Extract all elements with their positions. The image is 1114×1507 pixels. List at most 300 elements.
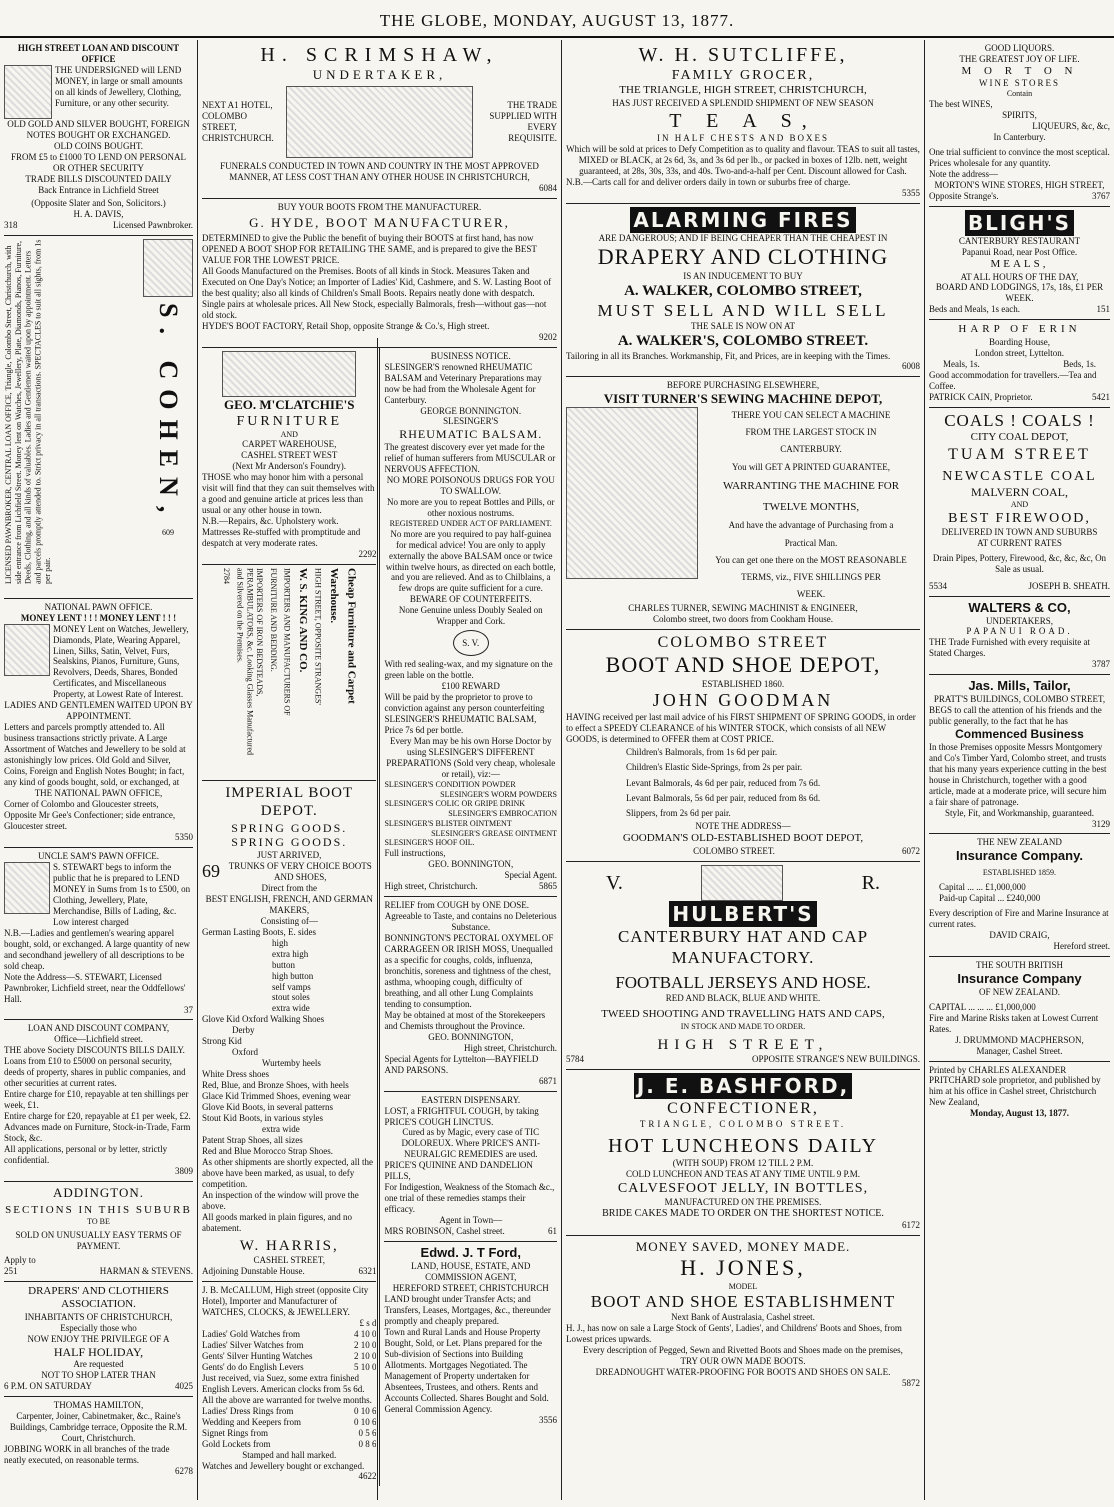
pawn-balls-image <box>4 862 50 914</box>
ad-text: IN HALF CHESTS AND BOXES <box>656 133 829 144</box>
ad-text: Good accommodation for travellers.—Tea and Coffee. <box>929 369 1097 391</box>
ad-text: £100 REWARD <box>441 681 500 692</box>
ad-text: Prices wholesale for any quantity. <box>929 157 1051 168</box>
ad-text: Are requested <box>73 1359 124 1370</box>
ad-text: HEREFORD STREET, CHRISTCHURCH <box>392 1282 549 1293</box>
ad-text: MALVERN COAL, <box>971 485 1068 500</box>
advertiser-name: GEO. BONNINGTON, <box>428 859 514 870</box>
ad-text: No more are you to repeat Bottles and Pills, or other noxious nostrums. <box>387 496 555 518</box>
mclatchie-ad <box>202 348 376 565</box>
ad-text: As other shipments are shortly expected, all the above have been marked, as usual, to defy competition. <box>202 1157 373 1189</box>
eastern-dispensary-ad <box>384 1092 557 1243</box>
ad-text: SECTIONS IN THIS SUBURB <box>5 1203 192 1216</box>
ad-body: THE UNDERSIGNED will LEND MONEY, in large or small amounts on all kinds of Jewellery, Clothing, Furniture, or any other security. <box>55 64 183 108</box>
list-item: Levant Balmorals, 4s 6d per pair, reduced from 7s 6d. <box>626 777 821 788</box>
ad-number: 3787 <box>1092 659 1110 670</box>
hulbert-ad <box>566 862 920 1070</box>
king-ad <box>202 565 376 781</box>
ad-text: RED AND BLACK, BLUE AND WHITE. <box>665 993 821 1004</box>
list-item: SLESINGER'S BLISTER OINTMENT <box>384 818 512 828</box>
ad-text: IS AN INDUCEMENT TO BUY <box>683 271 803 282</box>
ad-text: SLESINGER'S <box>443 416 499 427</box>
list-item: Red and Blue Morocco Strap Shoes. <box>202 1146 333 1157</box>
ad-text: ARE DANGEROUS; AND IF BEING CHEAPER THAN THE CHEAPEST IN <box>598 233 888 244</box>
ad-number: 5534 <box>929 580 947 591</box>
ad-text: Every description of Pegged, Sewn and Rivetted Boots and Shoes made on the premises, <box>583 1345 903 1356</box>
ad-text: N.B.—Carts call for and deliver orders daily in town or suburbs free of charge. <box>566 177 851 188</box>
ad-title: ALARMING FIRES <box>630 207 855 233</box>
advertiser-name: Edwd. J. T Ford, <box>420 1245 521 1261</box>
ad-text: BEWARE OF COUNTERFEITS. <box>409 594 532 605</box>
sewing-machine-image <box>566 407 698 579</box>
mills-ad <box>929 675 1110 834</box>
column-3 <box>562 40 924 1500</box>
ad-number: 3129 <box>1092 818 1110 829</box>
list-item: SLESINGER'S WORM POWDERS <box>440 789 557 799</box>
ad-title: MONEY SAVED, MONEY MADE. <box>635 1239 851 1255</box>
hamilton-ad <box>4 1397 193 1481</box>
ad-number: 3767 <box>1092 190 1110 201</box>
price-item: Gents' do do English Levers <box>202 1361 304 1372</box>
list-item: SLESINGER'S COLIC OR GRIPE DRINK <box>384 799 526 809</box>
ad-text: BEST ENGLISH, FRENCH, AND GERMAN MAKERS, <box>205 893 373 915</box>
list-item: TWELVE MONTHS, <box>762 500 860 513</box>
advertiser-name: Insurance Company. <box>956 848 1083 864</box>
ad-title: Cheap Furniture and Carpet <box>345 568 358 704</box>
blighs-ad <box>929 207 1110 321</box>
ad-text: COLOMBO STREET. <box>693 845 775 856</box>
pawn-balls-image <box>4 65 52 119</box>
ad-text: OF NEW ZEALAND. <box>978 986 1061 997</box>
column-2 <box>198 40 561 1500</box>
list-item: FROM THE LARGEST STOCK IN <box>745 427 877 438</box>
advertiser-name: CHARLES TURNER, SEWING MACHINIST & ENGINEER, <box>628 602 858 613</box>
ad-text: Monday, August 13, 1877. <box>969 1108 1070 1119</box>
imprint <box>929 1062 1110 1124</box>
ad-text: IMPORTERS OF IRON BEDSTEADS, PERAMBULATORS, &c. Looking Glasses Manufactured and Silvered on the Premises. <box>235 568 264 755</box>
list-item: You can get one there on the MOST REASONABLE <box>715 554 907 565</box>
ad-text: GOODMAN'S OLD-ESTABLISHED BOOT DEPOT, <box>622 832 864 845</box>
ad-text: Stamped and hall marked. <box>242 1449 337 1460</box>
ad-text: Colombo street, two doors from Cookham House. <box>653 613 833 624</box>
harp-of-erin-ad <box>929 320 1110 407</box>
ad-body: THOSE who may honor him with a personal visit will find that they can suit themselves with a good and genuine article at prices less than usual or any other house in town. <box>202 472 375 516</box>
ad-text: Watches and Jewellery bought or exchanged. <box>202 1460 365 1471</box>
ad-text: BOOT AND SHOE DEPOT, <box>605 652 881 678</box>
ad-number: 251 <box>4 1265 18 1276</box>
imperial-boot-ad <box>202 781 376 1282</box>
advertiser-name: JOSEPH B. SHEATH. <box>1028 580 1110 591</box>
ad-body: SLESINGER'S renowned RHEUMATIC BALSAM and Veterinary Preparations may now be had from the Wholesale Agent for Canterbury. <box>384 361 542 405</box>
ad-text: Paid-up Capital ... £240,000 <box>939 893 1041 904</box>
ad-text: DELIVERED IN TOWN AND SUBURBS <box>941 526 1098 537</box>
advertiser-name: WALTERS & CO, <box>968 599 1071 615</box>
ad-text: LOST, a FRIGHTFUL COUGH, by taking PRICE'S COUGH LINCTUS. <box>384 1105 539 1127</box>
ad-title: FAMILY GROCER, <box>671 68 815 84</box>
price-value: 0 10 6 <box>353 1416 377 1427</box>
ad-text: NOW ENJOY THE PRIVILEGE OF A <box>27 1333 170 1344</box>
ad-title: HIGH STREET LOAN AND DISCOUNT OFFICE <box>17 43 180 64</box>
ad-body: S. STEWART begs to inform the public that he is prepared to LEND MONEY in Sums from 1s to £500, on Clothing, Jewellery, Plate, Merchandise, Bills of Lading, &c. Low interest charged <box>53 861 191 927</box>
ad-text: DAVID CRAIG, <box>989 929 1050 940</box>
ad-text: V. <box>606 871 623 894</box>
ad-text: NO MORE POISONOUS DRUGS FOR YOU TO SWALLOW. <box>386 474 555 496</box>
ad-text: All Goods Manufactured on the Premises. Boots of all kinds in Stock. Measures Taken and Executed on One Day's Notice; an Importer of Ladies' Kid, Cashmere, and S. W. Lasting Boot of the best quality; also all kinds of Children's Small Boots. Repairs neatly done with despatch. Single pairs at wholesale prices. All New Stock, especially Balmorals, fresh—without gas—not old stock. <box>202 265 552 320</box>
ad-number: 37 <box>184 1004 193 1015</box>
list-item: extra wide <box>272 1003 310 1014</box>
ad-text: HYDE'S BOOT FACTORY, Retail Shop, opposite Strange & Co.'s, High street. <box>202 320 490 331</box>
list-item: SPIRITS, <box>1002 110 1037 121</box>
price-value: 0 8 6 <box>358 1438 377 1449</box>
nz-insurance-ad <box>929 834 1110 956</box>
ad-text: Full instructions, <box>384 848 446 859</box>
cohen-ad <box>4 236 193 599</box>
ad-number: 6278 <box>175 1465 193 1476</box>
ad-text: TWEED SHOOTING AND TRAVELLING HATS AND CAPS, <box>601 1008 885 1021</box>
ad-text: AT ALL HOURS OF THE DAY, <box>960 271 1079 282</box>
advertiser-name: S. COHEN, <box>153 302 183 522</box>
ad-text: COLD LUNCHEON AND TEAS AT ANY TIME UNTIL 9 P.M. <box>625 1169 861 1180</box>
ad-text: Direct from the <box>261 882 317 893</box>
ad-text: Back Entrance in Lichfield Street <box>38 184 159 195</box>
ad-text: One trial sufficient to convince the most sceptical. <box>929 146 1110 157</box>
ad-text: MUST SELL AND WILL SELL <box>597 300 889 320</box>
ad-text: High street, Christchurch. <box>384 881 478 892</box>
ad-text: Meals, 1s. <box>943 358 980 369</box>
ad-text: Agent in Town— <box>439 1215 503 1226</box>
ad-text: 6 P.M. ON SATURDAY <box>4 1381 92 1392</box>
ad-list <box>702 407 920 603</box>
ad-text: NOT TO SHOP LATER THAN <box>41 1370 156 1381</box>
ad-text: CITY COAL DEPOT, <box>970 431 1069 444</box>
ad-number: 5421 <box>1092 391 1110 402</box>
ad-text: Adjoining Dunstable House. <box>202 1266 305 1277</box>
goodman-ad <box>566 630 920 862</box>
ad-text: N.B.—Ladies and gentlemen's wearing apparel bought, sold, or exchanged. A large quantity of new and secondhand jewellery of all descriptions to be sold cheap. <box>4 927 191 971</box>
ad-text: Especially those who <box>60 1322 137 1333</box>
ad-text: Opposite Strange's. <box>929 190 999 201</box>
ad-text: DREADNOUGHT WATER-PROOFING FOR BOOTS AND SHOES ON SALE. <box>595 1367 891 1378</box>
ad-number: 2784 <box>221 568 231 585</box>
ad-text: LADIES AND GENTLEMEN WAITED UPON BY APPOINTMENT. <box>4 700 193 722</box>
ad-text: Drain Pipes, Pottery, Firewood, &c, &c, &c, On Sale as usual. <box>932 552 1107 574</box>
list-item: Stout Kid Boots, in various styles <box>202 1113 324 1124</box>
ad-body: DETERMINED to give the Public the benefit of buying their BOOTS at first hand, has now OPENED A BOOT SHOP FOR RETAILING THE SAME, and is prepared to give the BEST VALUE FOR THE LOWEST PRICE. <box>202 232 537 265</box>
list-item: You will GET A PRINTED GUARANTEE, <box>732 461 890 472</box>
list-item: Levant Balmorals, 5s 6d per pair, reduced from 8s 6d. <box>626 792 821 803</box>
ad-list <box>202 927 376 1157</box>
list-item: SLESINGER'S HOOF OIL. <box>384 838 475 848</box>
price-value: 4 10 0 <box>353 1328 377 1339</box>
ad-text: TUAM STREET <box>948 445 1091 463</box>
ad-text: TRIANGLE, COLOMBO STREET. <box>639 1118 847 1129</box>
loan-discount-ad <box>4 1020 193 1182</box>
list-item: German Lasting Boots, E. sides <box>202 926 316 937</box>
ad-text: (WITH SOUP) FROM 12 TILL 2 P.M. <box>672 1158 814 1169</box>
mccallum-ad <box>202 1282 376 1486</box>
advertiser-name: GEO. BONNINGTON, <box>428 1031 514 1042</box>
ad-text: MONEY LENT ! ! ! MONEY LENT ! ! ! <box>20 612 177 623</box>
column-4 <box>925 40 1114 1500</box>
ad-text: TO BE <box>87 1217 110 1227</box>
ad-text: Tailoring in all its Branches. Workmanship, Fit, and Prices, are in keeping with the Times. <box>566 350 891 361</box>
ad-text: HALF HOLIDAY, <box>53 1344 144 1359</box>
ad-number: 4025 <box>175 1381 193 1392</box>
ad-text: BRIDE CAKES MADE TO ORDER ON THE SHORTEST NOTICE. <box>602 1208 884 1220</box>
ad-text: TRY OUR OWN MADE BOOTS. <box>680 1356 806 1367</box>
list-item: WARRANTING THE MACHINE FOR <box>722 479 900 492</box>
furniture-image <box>222 351 356 397</box>
ad-text: BEFORE PURCHASING ELSEWHERE, <box>666 380 820 391</box>
ad-title: RHEUMATIC BALSAM. <box>399 427 543 442</box>
ad-text: CARPET WAREHOUSE, <box>242 439 337 450</box>
advertiser-name: A. WALKER'S, COLOMBO STREET. <box>617 333 869 350</box>
ad-body: Carpenter, Joiner, Cabinetmaker, &c., Raine's Buildings, Cambridge terrace, Opposite the R.M. Court, Christchurch. <box>9 1411 188 1444</box>
ad-text: None Genuine unless Doubly Sealed on Wrapper and Cork. <box>398 605 543 627</box>
list-item: button <box>272 959 296 970</box>
ad-title: DRAPERS' AND CLOTHIERS ASSOCIATION. <box>28 1284 169 1311</box>
column-2-right <box>380 348 557 1487</box>
ad-text: All goods marked in plain figures, and no abatement. <box>202 1211 352 1233</box>
list-item: Red, Blue, and Bronze Shoes, with heels <box>202 1080 349 1091</box>
turner-ad <box>566 377 920 629</box>
ad-number: 609 <box>162 527 174 537</box>
ad-text: SOLD ON UNUSUALLY EASY TERMS OF PAYMENT. <box>15 1230 182 1252</box>
ad-text: IN STOCK AND MADE TO ORDER. <box>680 1021 806 1031</box>
ad-text: NOTE THE ADDRESS— <box>695 821 791 832</box>
ad-title: EASTERN DISPENSARY. <box>421 1094 521 1105</box>
ad-title: Commenced Business <box>955 727 1084 742</box>
ad-text: Contain <box>1006 89 1033 99</box>
ad-text: Capital ... ... £1,000,000 <box>939 882 1026 893</box>
advertiser-name: THE NATIONAL PAWN OFFICE, <box>34 788 163 799</box>
masthead: THE GLOBE, MONDAY, AUGUST 13, 1877. <box>0 6 1114 38</box>
advertiser-name: BLIGH'S <box>965 210 1074 236</box>
ad-text: MEALS, <box>990 258 1049 271</box>
ad-title: NATIONAL PAWN OFFICE. <box>44 601 153 612</box>
ad-text: HOT LUNCHEONS DAILY <box>607 1134 879 1157</box>
hyde-ad <box>202 199 557 348</box>
price-item: Signet Rings from <box>202 1427 269 1438</box>
ad-text: Office—Lichfield street. <box>54 1034 143 1045</box>
ad-title: LAND, HOUSE, ESTATE, AND COMMISSION AGENT, <box>411 1261 531 1282</box>
south-british-ad <box>929 957 1110 1062</box>
ad-body: FUNERALS CONDUCTED IN TOWN AND COUNTRY IN THE MOST APPROVED MANNER, AT LESS COST THAN ANY OTHER HOUSE IN CHRISTCHURCH, <box>220 161 539 183</box>
ad-number: 3556 <box>539 1414 557 1425</box>
scrimshaw-ad <box>202 40 557 199</box>
ad-text: (Next Mr Anderson's Foundry). <box>232 461 347 472</box>
ad-number: 3809 <box>175 1166 193 1177</box>
list-item: self vamps <box>272 981 311 992</box>
advertiser-name: Jas. Mills, Tailor, <box>968 678 1071 694</box>
ad-text: OLD GOLD AND SILVER BOUGHT, FOREIGN NOTES BOUGHT OR EXCHANGED. <box>7 118 190 140</box>
ad-text: THE SOUTH BRITISH <box>976 959 1063 970</box>
ad-text: CAPITAL ... ... ... £1,000,000 <box>929 1001 1036 1012</box>
ad-text: No more are you required to pay half-guinea for medical advice! You are only to apply externally the above BALSAM once or twice within twelve hours, as directed on each bottle, and you are relieved. And as to Chilblains, a few drops are quite sufficient for a cure. <box>385 528 556 594</box>
ad-text: Beds and Meals, 1s each. <box>929 304 1020 315</box>
ad-text: SPRING GOODS. <box>231 820 348 835</box>
ad-title: GOOD LIQUORS. <box>984 43 1055 53</box>
ad-title: BUY YOUR BOOTS FROM THE MANUFACTURER. <box>277 202 482 213</box>
advertiser-name: J. E. BASHFORD, <box>634 1073 852 1099</box>
ad-number: 2292 <box>358 549 377 560</box>
ad-text: ESTABLISHED 1859. <box>982 868 1057 878</box>
ad-text: Special Agent. <box>504 870 557 881</box>
ad-list <box>566 745 920 821</box>
ad-text: INHABITANTS OF CHRISTCHURCH, <box>24 1311 173 1322</box>
list-item: SLESINGER'S CONDITION POWDER <box>384 779 516 789</box>
ad-number: 6072 <box>902 845 920 856</box>
sutcliffe-ad <box>566 40 920 204</box>
ad-text: THE TRIANGLE, HIGH STREET, CHRISTCHURCH, <box>619 84 867 97</box>
ad-text: May be obtained at most of the Storekeepers and Chemists throughout the Province. <box>384 1009 546 1031</box>
uncle-sams-ad <box>4 848 193 1021</box>
ad-text: BOOT AND SHOE ESTABLISHMENT <box>590 1291 896 1311</box>
ad-text: Cured as by Magic, every case of TIC DOLOREUX. Where PRICE'S ANTI-NEURALGIC REMEDIES are used. <box>401 1127 540 1160</box>
ad-text: HAS JUST RECEIVED A SPLENDID SHIPMENT OF NEW SEASON <box>612 97 874 108</box>
ad-text: 69 <box>202 860 220 881</box>
ad-text: CASHEL STREET WEST <box>241 450 338 461</box>
ad-text: THE GREATEST JOY OF LIFE. <box>959 53 1080 64</box>
ad-text: THE SALE IS NOW ON AT <box>690 321 796 332</box>
ad-body: THE above Society DISCOUNTS BILLS DAILY. Loans from £10 to £5000 on personal security, deeds of property, shares in public companies, and other securities at current rates. <box>4 1045 186 1089</box>
ad-text: MANUFACTURED ON THE PREMISES. <box>664 1197 822 1208</box>
ad-text: PRATT'S BUILDINGS, COLOMBO STREET, <box>933 694 1106 705</box>
ad-text: Note the Address—S. STEWART, Licensed Pawnbroker, Lichfield street, near the Oddfellows' Hall. <box>4 971 186 1004</box>
ad-text: Next Bank of Australasia, Cashel street. <box>671 1312 815 1323</box>
list-item: WEEK. <box>796 588 826 599</box>
ad-text: CALVESFOOT JELLY, IN BOTTLES, <box>617 1181 869 1197</box>
ad-text: Letters and parcels promptly attended to. All business transactions strictly private. A Large Assortment of Watches and Jewellery to be sold at astonishingly low prices. Old Gold and Silver, Coins, Foreign and English Notes Bought; in fact, any kind of goods bought, sold, or exchanged, at <box>4 722 186 788</box>
price-value: 2 10 0 <box>353 1339 377 1350</box>
list-item: And have the advantage of Purchasing from a <box>728 520 894 531</box>
ad-text: Just received, via Suez, some extra finished English Levers. American clocks from 5s 6d. All the above are warranted for twelve months. <box>202 1372 372 1405</box>
coal-depot-ad <box>929 408 1110 597</box>
ad-title: RELIEF from COUGH by ONE DOSE. <box>384 900 529 911</box>
price-value: 5 10 0 <box>353 1361 377 1372</box>
ad-text: OPPOSITE STRANGE'S NEW BUILDINGS. <box>752 1053 920 1064</box>
price-item: Ladies' Dress Rings from <box>202 1405 294 1416</box>
list-item: stout soles <box>272 992 310 1003</box>
ad-text: Will be paid by the proprietor to prove to conviction against any person counterfeiting SLESINGER'S RHEUMATIC BALSAM, Price 7s 6d per bottle. <box>384 692 545 736</box>
ad-title: CANTERBURY HAT AND CAP <box>617 927 869 947</box>
ad-text: N.B.—Repairs, &c. Upholstery work. Mattresses Re-stuffed with promptitude and despatch at very moderate rates. <box>202 516 361 549</box>
ad-text: MANUFACTORY. <box>671 947 815 967</box>
ad-text: (Opposite Slater and Son, Solicitors.) <box>31 197 166 208</box>
advertiser-name: HULBERT'S <box>669 901 816 927</box>
ad-body: Which will be sold at prices to Defy Competition as to quality and flavour. TEAS to suit all tastes, MIXED or BLACK, at 2s 6d, 3s, and 3s 6d per lb., or packed in boxes of 12lb. nett, weight guaranteed, at 28s, 30s, 33s, and 40s. Two-and-a-half per Cent. Discount allowed for Cash. <box>566 144 920 177</box>
list-item: SLESINGER'S EMBROCATION <box>448 809 557 819</box>
advertiser-name: GEO. M'CLATCHIE'S <box>223 396 355 412</box>
ad-text: All applications, personal or by letter, strictly confidential. <box>4 1144 168 1166</box>
ad-text: BONNINGTON'S PECTORAL OXYMEL OF CARRAGEEN OR IRISH MOSS, Unequalled as a specific for coughs, colds, influenza, bronchitis, soreness and tightness of the chest, asthma, whooping cough, difficulty of breathing, and all other Lung Complaints tending to consumption. <box>384 933 554 1009</box>
advertiser-name: Insurance Company <box>957 970 1082 986</box>
ad-number: 318 <box>4 219 18 230</box>
list-item: Glace Kid Trimmed Shoes, evening wear <box>202 1091 351 1102</box>
ad-text: IMPORTERS AND MANUFACTURERS OF <box>282 568 292 716</box>
ad-text: Papanui Road, near Post Office. <box>961 247 1078 258</box>
ad-text: Warehouse. <box>328 568 341 624</box>
price-item: Ladies' Gold Watches from <box>202 1328 300 1339</box>
list-item: Strong Kid <box>202 1036 242 1047</box>
ad-text: TRADE BILLS DISCOUNTED DAILY <box>25 173 172 184</box>
ad-title: IMPERIAL BOOT DEPOT. <box>225 785 354 820</box>
ad-text: London street, Lyttelton. <box>975 347 1064 358</box>
walters-ad <box>929 597 1110 676</box>
list-item: Patent Strap Shoes, all sizes <box>202 1135 303 1146</box>
ad-title: FURNITURE <box>236 413 343 429</box>
ad-text: Printed by CHARLES ALEXANDER PRITCHARD sole proprietor, and published by him at his office in Cashel street, Christchurch New Zealand, <box>929 1064 1101 1108</box>
ad-text: MORTON'S WINE STORES, HIGH STREET, <box>934 179 1105 190</box>
ad-text: The greatest discovery ever yet made for the relief of human sufferers from MUSCULAR or NERVOUS AFFECTION. <box>384 442 556 475</box>
ad-number: 6008 <box>902 361 920 372</box>
ad-text: With red sealing-wax, and my signature on the green lable on the bottle. <box>384 659 553 681</box>
cough-ad <box>384 897 557 1091</box>
ad-number: 4622 <box>358 1471 377 1482</box>
ad-title: LOAN AND DISCOUNT COMPANY, <box>27 1023 170 1034</box>
advertiser-name: M O R T O N <box>961 64 1078 77</box>
pawn-balls-image <box>143 239 193 297</box>
ad-text: For Indigestion, Weakness of the Stomach &c., one trial of these remedies stamps their efficacy. <box>384 1182 555 1215</box>
loan-office-ad <box>4 40 193 236</box>
list-item: Practical Man. <box>784 537 838 548</box>
ad-text: In those Premises opposite Messrs Montgomery and Co's Timber Yard, Colombo street, and trusts that his many years experience cutting in the best house in Christchurch, together with a good article, made at a moderate price, will secure him a fair share of patronage. <box>929 741 1107 807</box>
advertiser-name: W. HARRIS, <box>239 1237 339 1254</box>
slesinger-ad <box>384 348 557 897</box>
ad-text: BOARD AND LODGINGS, 17s, 18s, £1 PER WEEK. <box>935 282 1104 304</box>
ad-title: ADDINGTON. <box>52 1185 144 1201</box>
ad-text: THE TRADE SUPPLIED WITH EVERY REQUISITE. <box>489 100 557 144</box>
advertiser-name: THOMAS HAMILTON, <box>53 1400 144 1411</box>
ad-text: SPRING GOODS. <box>231 835 348 850</box>
ad-text: Every description of Fire and Marine Insurance at current rates. <box>929 908 1109 929</box>
list-item: extra wide <box>262 1124 300 1135</box>
list-item: TERMS, viz., FIVE SHILLINGS PER <box>741 571 881 582</box>
list-item: SLESINGER'S GREASE OINTMENT <box>431 828 557 838</box>
ad-number: 151 <box>1096 304 1110 315</box>
ad-text: OLD COINS BOUGHT. <box>53 140 144 151</box>
ad-text: Note the address— <box>929 168 998 179</box>
price-item: Wedding and Keepers from <box>202 1416 301 1427</box>
walker-ad <box>566 204 920 377</box>
advertiser-name: A. WALKER, COLOMBO STREET, <box>624 283 862 300</box>
ad-text: Beds, 1s. <box>1063 358 1096 369</box>
ad-number: 6871 <box>539 1075 557 1086</box>
advertiser-name: H. SCRIMSHAW, <box>260 44 499 66</box>
ad-text: PRICE'S QUININE AND DANDELION PILLS, <box>384 1160 533 1182</box>
ad-number: 5350 <box>175 831 193 842</box>
list-item: Children's Elastic Side-Springs, from 2s per pair. <box>626 762 803 773</box>
ad-text: Consisting of— <box>260 915 318 926</box>
ad-text: HIGH STREET, <box>657 1036 829 1053</box>
ad-text: Corner of Colombo and Gloucester streets, Opposite Mr Gee's Confectioner; side entrance, Gloucester street. <box>4 799 176 831</box>
ad-text: Licensed Pawnbroker. <box>113 219 193 230</box>
list-item: Children's Balmorals, from 1s 6d per pair. <box>626 747 778 757</box>
ad-body: Agreeable to Taste, and contains no Deleterious Substance. <box>384 911 557 933</box>
ad-text: NEWCASTLE COAL <box>942 469 1097 485</box>
ad-title: VISIT TURNER'S SEWING MACHINE DEPOT, <box>603 391 883 407</box>
list-item: Glove Kid Oxford Walking Shoes <box>202 1014 325 1025</box>
ad-body: BEGS to call the attention of his friends and the public generally, to the fact that he has <box>929 705 1102 727</box>
ad-title: COALS ! COALS ! <box>944 410 1095 430</box>
ad-number: 6084 <box>539 183 557 194</box>
drapers-ad <box>4 1282 193 1397</box>
ad-text: J. DRUMMOND MACPHERSON, <box>955 1034 1084 1045</box>
ad-body: H. J., has now on sale a Large Stock of Gents', Ladies', and Childrens' Boots and Shoes, from Lowest prices upwards. <box>566 1323 902 1345</box>
advertiser-name: JOHN GOODMAN <box>652 690 834 711</box>
seal-image: S. V. <box>453 630 489 656</box>
ad-text: CASHEL STREET, <box>253 1255 325 1266</box>
